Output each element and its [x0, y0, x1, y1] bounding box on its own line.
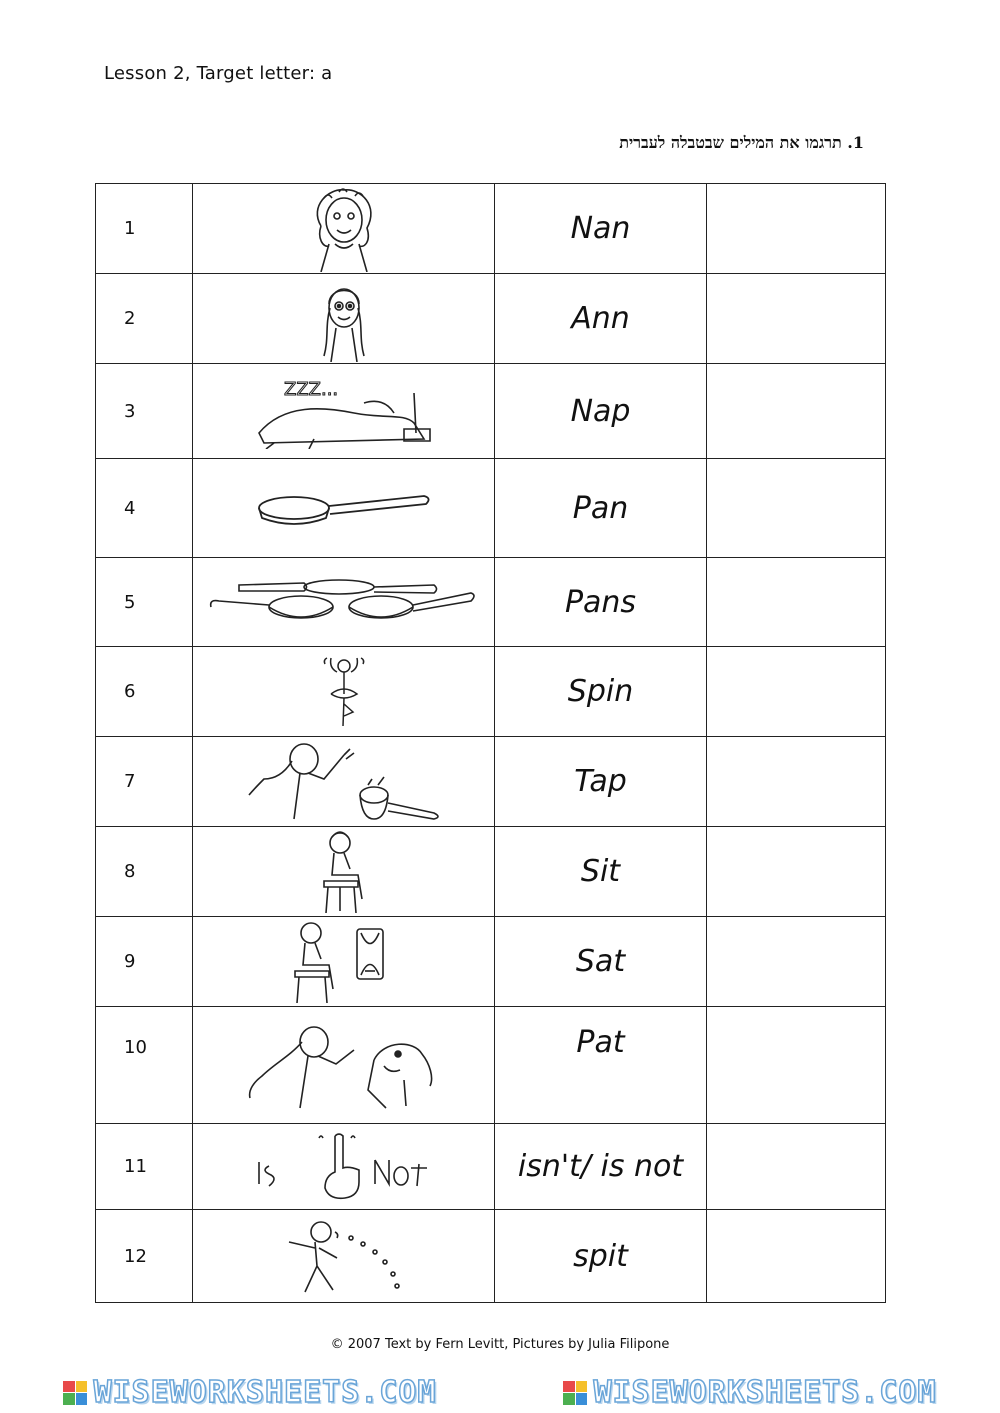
table-row [96, 647, 886, 737]
row-number: 10 [96, 1007, 193, 1124]
spinning-ballerina-icon [193, 647, 495, 737]
answer-cell[interactable] [707, 1210, 886, 1303]
english-word: Nap [495, 364, 707, 459]
row-number: 12 [96, 1210, 193, 1303]
english-word: Pat [495, 1007, 707, 1124]
table-row [96, 737, 886, 827]
answer-cell[interactable] [707, 274, 886, 364]
frying-pan-icon [193, 459, 495, 558]
is-not-finger-icon [193, 1124, 495, 1210]
answer-cell[interactable] [707, 558, 886, 647]
brand-text: WISEWORKSHEETS.COM [593, 1375, 937, 1410]
row-number: 7 [96, 737, 193, 827]
answer-cell[interactable] [707, 1124, 886, 1210]
several-frying-pans-icon [193, 558, 495, 647]
boy-spitting-icon [193, 1210, 495, 1303]
row-number: 11 [96, 1124, 193, 1210]
boy-sat-with-hourglass-icon [193, 917, 495, 1007]
answer-cell[interactable] [707, 459, 886, 558]
answer-cell[interactable] [707, 827, 886, 917]
girl-tapping-pan-icon [193, 737, 495, 827]
answer-cell[interactable] [707, 184, 886, 274]
girl-with-curly-hair-icon [193, 184, 495, 274]
english-word: Ann [495, 274, 707, 364]
answer-cell[interactable] [707, 917, 886, 1007]
english-word: Nan [495, 184, 707, 274]
english-word: Sit [495, 827, 707, 917]
row-number: 9 [96, 917, 193, 1007]
row-number: 2 [96, 274, 193, 364]
table-row [96, 1124, 886, 1210]
english-word: isn't/ is not [495, 1124, 707, 1210]
answer-cell[interactable] [707, 647, 886, 737]
table-row [96, 917, 886, 1007]
row-number: 5 [96, 558, 193, 647]
sleeping-in-bed-icon [193, 364, 495, 459]
english-word: Sat [495, 917, 707, 1007]
table-row [96, 459, 886, 558]
table-row [96, 184, 886, 274]
brand-watermark [563, 1375, 936, 1410]
row-number: 3 [96, 364, 193, 459]
answer-cell[interactable] [707, 1007, 886, 1124]
table-row [96, 274, 886, 364]
boy-sitting-on-stool-icon [193, 827, 495, 917]
row-number: 4 [96, 459, 193, 558]
brand-watermark [63, 1375, 436, 1410]
table-row [96, 827, 886, 917]
row-number: 8 [96, 827, 193, 917]
english-word: Spin [495, 647, 707, 737]
row-number: 6 [96, 647, 193, 737]
table-row [96, 364, 886, 459]
vocabulary-table [95, 183, 886, 1303]
row-number: 1 [96, 184, 193, 274]
footer-brand-bar [0, 1372, 1000, 1413]
brand-logo-icon [63, 1381, 87, 1405]
english-word: Pan [495, 459, 707, 558]
answer-cell[interactable] [707, 364, 886, 459]
brand-logo-icon [563, 1381, 587, 1405]
copyright-notice: © 2007 Text by Fern Levitt, Pictures by Julia Filipone [330, 1337, 670, 1352]
table-row [96, 1007, 886, 1124]
english-word: spit [495, 1210, 707, 1303]
svg-text:ZZZ...: ZZZ... [283, 379, 338, 400]
brand-text: WISEWORKSHEETS.COM [93, 1375, 437, 1410]
english-word: Tap [495, 737, 707, 827]
girl-patting-dog-icon [193, 1007, 495, 1124]
english-word: Pans [495, 558, 707, 647]
table-row [96, 1210, 886, 1303]
table-row [96, 558, 886, 647]
girl-with-braids-icon [193, 274, 495, 364]
lesson-title: Lesson 2, Target letter: a [104, 63, 333, 84]
answer-cell[interactable] [707, 737, 886, 827]
instruction-hebrew: 1. תרגמו את המילים שבטבלה לעברית [619, 133, 864, 152]
